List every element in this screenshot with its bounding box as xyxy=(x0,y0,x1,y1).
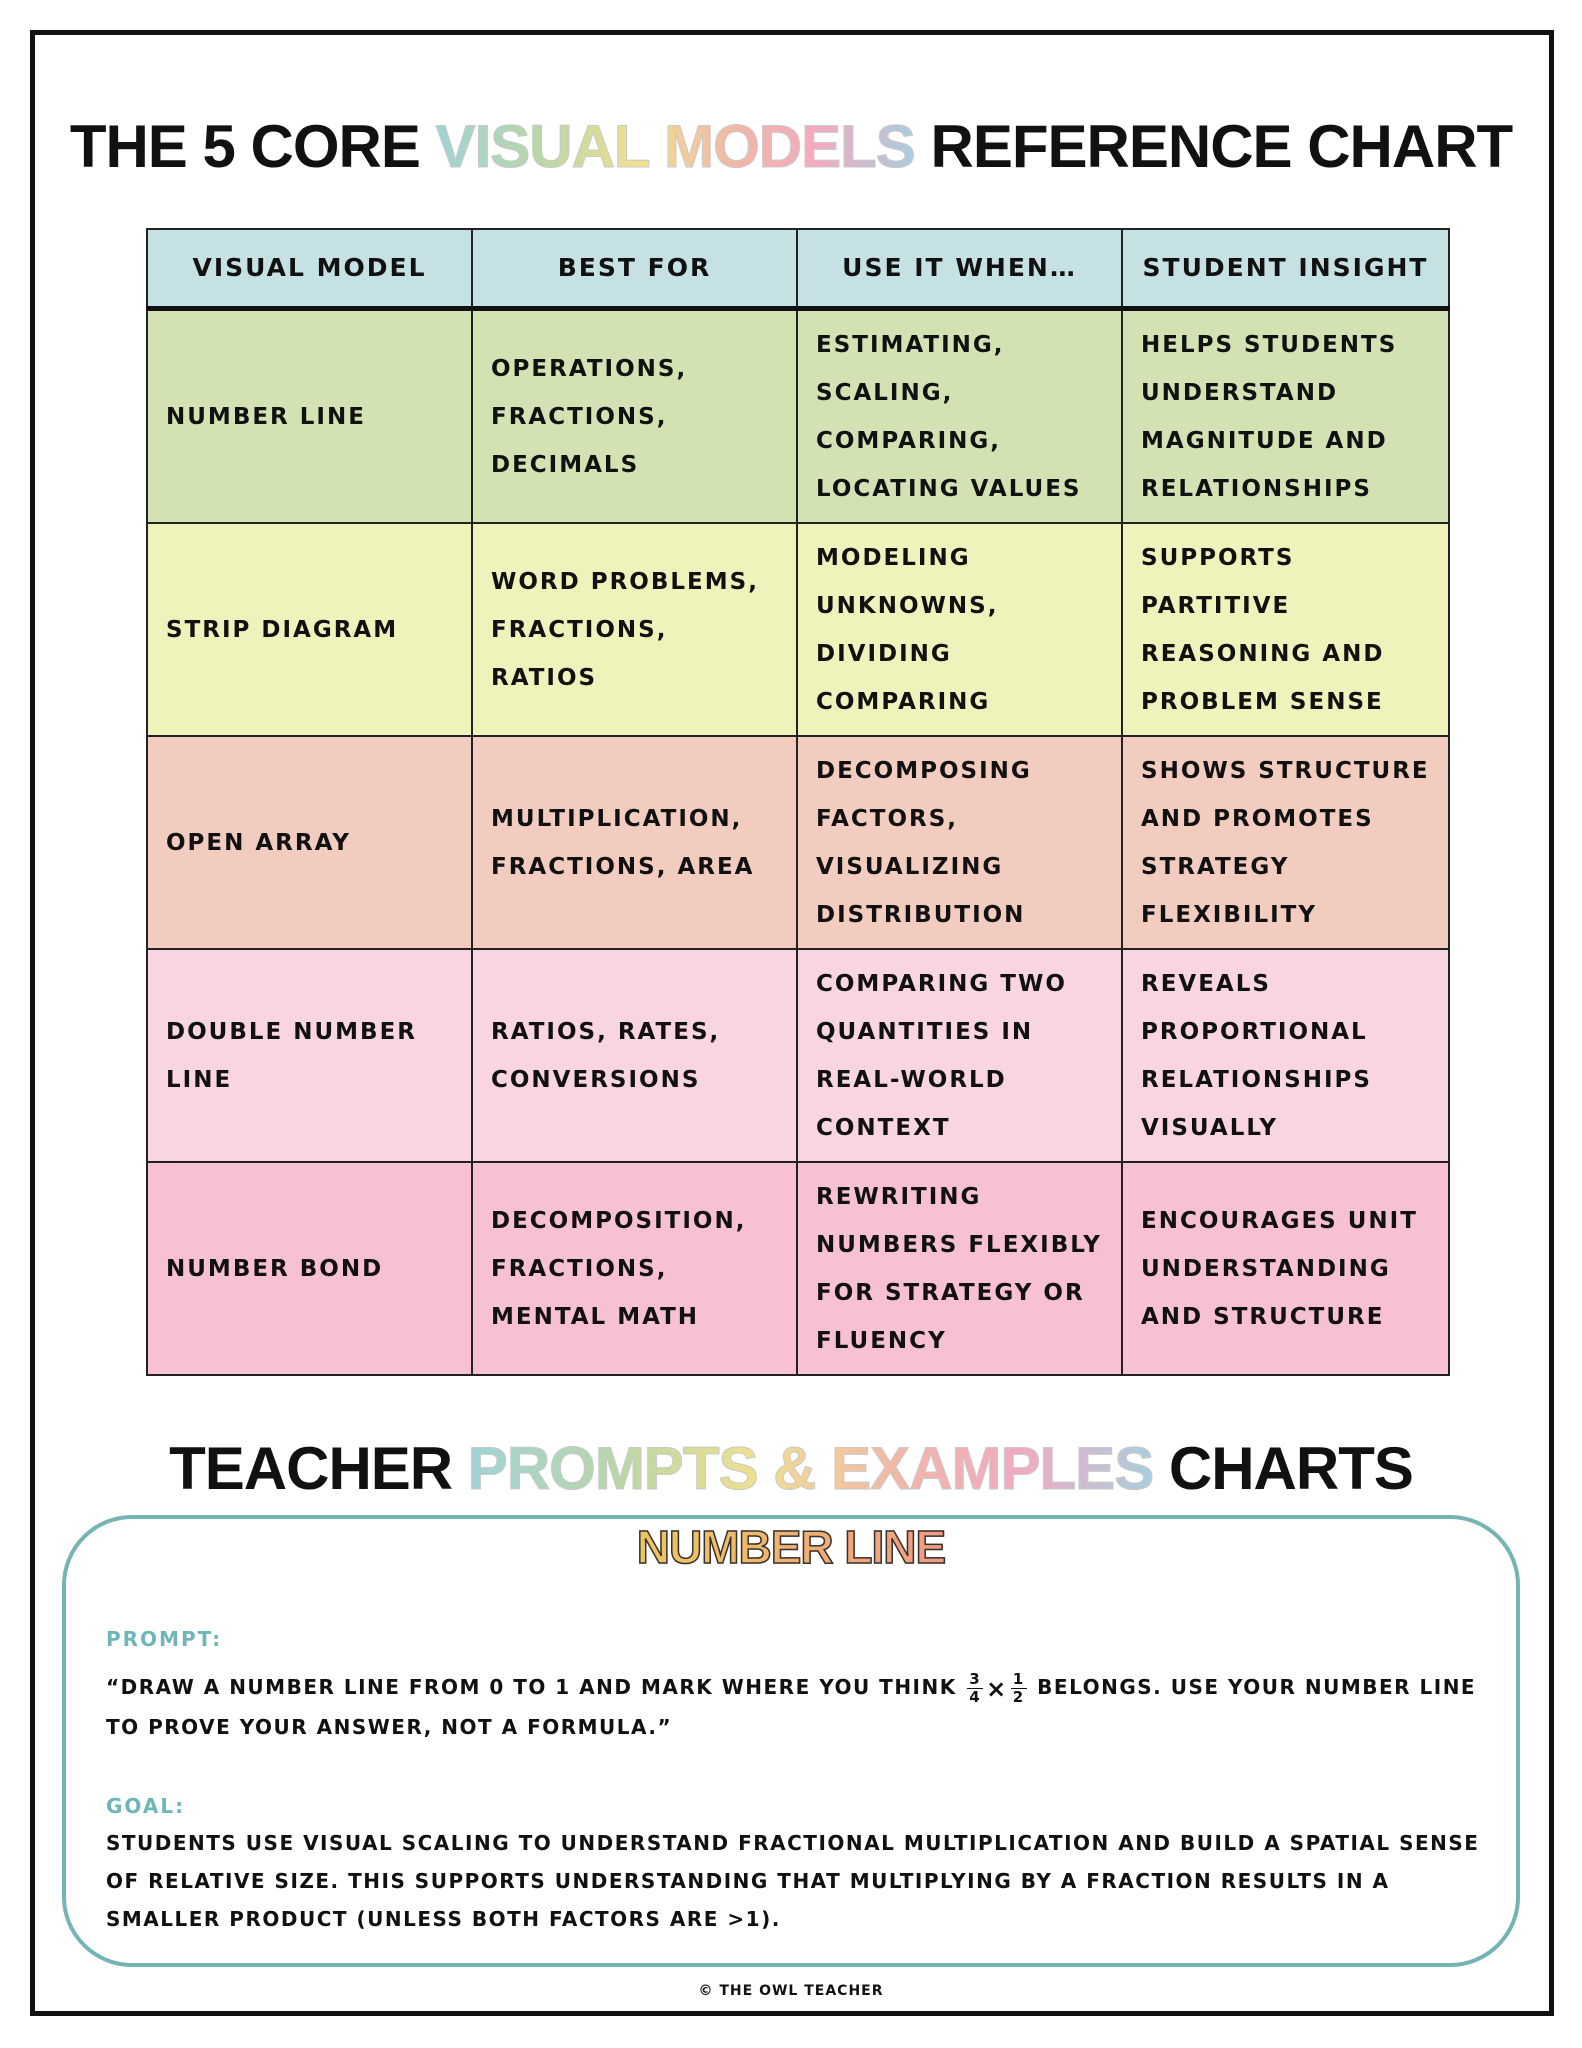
cell-model: OPEN ARRAY xyxy=(147,736,472,949)
cell-insight: HELPS STUDENTS UNDERSTAND MAGNITUDE AND RELATIONSHIPS xyxy=(1122,309,1449,524)
cell-best-for: MULTIPLICATION, FRACTIONS, AREA xyxy=(472,736,797,949)
section-title-suffix: CHARTS xyxy=(1153,1435,1413,1502)
title-suffix: REFERENCE CHART xyxy=(914,113,1513,180)
section-title-prefix: TEACHER xyxy=(169,1435,468,1502)
cell-model: STRIP DIAGRAM xyxy=(147,523,472,736)
header-student-insight: STUDENT INSIGHT xyxy=(1122,229,1449,309)
goal-label: GOAL: xyxy=(106,1794,186,1818)
section-title-highlight: PROMPTS & EXAMPLES xyxy=(467,1435,1154,1502)
fraction-three-fourths: $\frac{3}{4}$ xyxy=(969,1670,982,1706)
cell-model: DOUBLE NUMBER LINE xyxy=(147,949,472,1162)
cell-use-when: REWRITING NUMBERS FLEXIBLY FOR STRATEGY OR FLUENCY xyxy=(797,1162,1122,1375)
page-title xyxy=(0,112,1582,181)
fraction-one-half: $\frac{1}{2}$ xyxy=(1012,1670,1025,1706)
cell-model: NUMBER BOND xyxy=(147,1162,472,1375)
cell-best-for: WORD PROBLEMS, FRACTIONS, RATIOS xyxy=(472,523,797,736)
table-row xyxy=(147,1162,1449,1375)
cell-use-when: MODELING UNKNOWNS, DIVIDING COMPARING xyxy=(797,523,1122,736)
title-highlight: VISUAL MODELS xyxy=(435,113,915,180)
cell-insight: SHOWS STRUCTURE AND PROMOTES STRATEGY FLEXIBILITY xyxy=(1122,736,1449,949)
prompt-label: PROMPT: xyxy=(106,1627,223,1651)
copyright-footer: © THE OWL TEACHER xyxy=(698,1983,884,1999)
section-title xyxy=(0,1434,1582,1503)
times-symbol: × xyxy=(986,1674,1008,1703)
goal-text: STUDENTS USE VISUAL SCALING TO UNDERSTAND FRACTIONAL MULTIPLICATION AND BUILD A SPATIAL SENSE OF RELATIVE SIZE. THIS SUPPORTS UNDERSTANDING THAT MULTIPLYING BY A FRACTION RESULTS IN A SMALLER PRODUCT (UNLESS BOTH FACTORS ARE >1). xyxy=(106,1831,1480,1931)
prompt-text xyxy=(106,1668,1496,1746)
reference-table xyxy=(146,228,1450,1376)
card-title: NUMBER LINE xyxy=(0,1520,1582,1574)
table-row xyxy=(147,949,1449,1162)
cell-insight: REVEALS PROPORTIONAL RELATIONSHIPS VISUALLY xyxy=(1122,949,1449,1162)
table-header-row xyxy=(147,229,1449,309)
header-visual-model: VISUAL MODEL xyxy=(147,229,472,309)
prompt-text-start: “DRAW A NUMBER LINE FROM 0 TO 1 AND MARK WHERE YOU THINK xyxy=(106,1675,957,1699)
cell-use-when: ESTIMATING, SCALING, COMPARING, LOCATING VALUES xyxy=(797,309,1122,524)
cell-use-when: COMPARING TWO QUANTITIES IN REAL-WORLD CONTEXT xyxy=(797,949,1122,1162)
cell-best-for: OPERATIONS, FRACTIONS, DECIMALS xyxy=(472,309,797,524)
table-row xyxy=(147,309,1449,524)
header-use-it-when: USE IT WHEN… xyxy=(797,229,1122,309)
table-row xyxy=(147,523,1449,736)
header-best-for: BEST FOR xyxy=(472,229,797,309)
cell-model: NUMBER LINE xyxy=(147,309,472,524)
prompt-text-end: BELONGS. USE YOUR NUMBER LINE TO PROVE YOUR ANSWER, NOT A FORMULA.” xyxy=(106,1675,1477,1739)
title-prefix: THE 5 CORE xyxy=(69,113,436,180)
cell-use-when: DECOMPOSING FACTORS, VISUALIZING DISTRIBUTION xyxy=(797,736,1122,949)
cell-best-for: DECOMPOSITION, FRACTIONS, MENTAL MATH xyxy=(472,1162,797,1375)
cell-best-for: RATIOS, RATES, CONVERSIONS xyxy=(472,949,797,1162)
cell-insight: SUPPORTS PARTITIVE REASONING AND PROBLEM SENSE xyxy=(1122,523,1449,736)
cell-insight: ENCOURAGES UNIT UNDERSTANDING AND STRUCTURE xyxy=(1122,1162,1449,1375)
table-row xyxy=(147,736,1449,949)
